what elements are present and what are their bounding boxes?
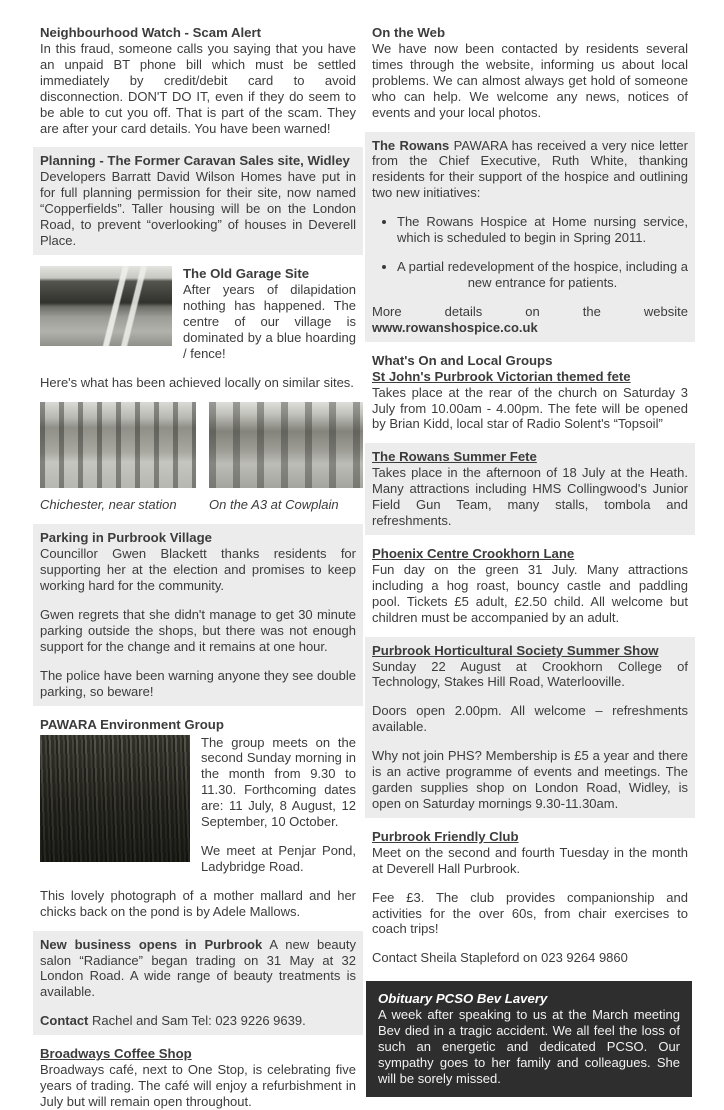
section-scam-alert — [40, 25, 356, 136]
rowans-bullet-list — [378, 214, 688, 291]
parking-heading: Parking in Purbrook Village — [40, 530, 212, 546]
whats-on-heading: What's On and Local Groups — [372, 352, 553, 368]
section-parking-purbrook — [33, 524, 363, 705]
section-the-rowans — [365, 132, 695, 342]
broadways-body: Broadways café, next to One Stop, is celebrating five years of trading. The café will enjoy a refurbishment in July but will remain open throughout. — [40, 1062, 356, 1109]
new-business-body: A new beauty salon “Radiance” began trading on 31 May at 32 London Road. A wide range of beauty treatments is available. — [40, 936, 356, 1000]
st-johns-fete-body: Takes place at the rear of the church on Saturday 3 July from 10.00am - 4.00pm. The fete will be opened by Brian Kidd, local star of Radio Solent's “Topsoil” — [372, 384, 688, 432]
section-friendly-club — [372, 829, 688, 966]
section-pawara-environment — [40, 717, 356, 920]
section-obituary — [366, 981, 692, 1097]
rowans-more-details — [372, 304, 688, 336]
contact-body: Rachel and Sam Tel: 023 9226 9639. — [88, 1013, 306, 1029]
mallard-pond-photo — [40, 735, 190, 862]
planning-body: Developers Barratt David Wilson Homes have put in for full planning permission for their site, now named “Copperfields”. Taller housing will be on the London Road, to prevent “overlooking” of houses in Deverell Place. — [40, 169, 356, 249]
rowans-website-url: www.rowanshospice.co.uk — [372, 319, 538, 335]
friendly-club-paragraph-2: Fee £3. The club provides companionship and activities for the over 60s, from chair exercises to coach trips! — [372, 889, 688, 937]
on-the-web-heading: On the Web — [372, 25, 446, 40]
obituary-body: A week after speaking to us at the March meeting Bev died in a tragic accident. We all feel the loss of such an energetic and dedicated PCSO. Our sympathy goes to her family and colleagues. She will be sorely missed. — [378, 1007, 680, 1086]
rowans-fete-body: Takes place in the afternoon of 18 July at the Heath. Many attractions including HMS Collingwood's Junior Field Gun Team, many stalls, tombola and refreshments. — [372, 465, 688, 529]
pawara-paragraph-1: The group meets on the second Sunday morning in the month from 9.30 to 11.30. Forthcoming dates are: 11 July, 8 August, 12 September, 10 October. — [201, 734, 356, 830]
cowplain-caption: On the A3 at Cowplain — [209, 497, 339, 513]
pawara-media-row — [40, 735, 356, 875]
old-garage-media-row — [40, 266, 356, 362]
friendly-club-contact: Contact Sheila Stapleford on 023 9264 9860 — [372, 950, 628, 966]
parking-paragraph-3: The police have been warning anyone they see double parking, so beware! — [40, 667, 356, 699]
section-phoenix-centre — [372, 546, 688, 626]
new-business-contact — [40, 1013, 356, 1029]
pawara-heading: PAWARA Environment Group — [40, 716, 224, 732]
pawara-paragraph-2: We meet at Penjar Pond, Ladybridge Road. — [201, 843, 356, 874]
chichester-caption: Chichester, near station — [40, 497, 177, 513]
new-business-lead: New business opens in Purbrook — [40, 936, 263, 952]
scam-alert-heading: Neighbourhood Watch - Scam Alert — [40, 25, 262, 40]
contact-lead: Contact — [40, 1013, 89, 1029]
phoenix-body: Fun day on the green 31 July. Many attractions including a hog roast, bouncy castle and paddling pool. Tickets £5 adult, £2.50 child. All welcome but children must be accompanied by an adult. — [372, 561, 688, 625]
horticultural-paragraph-1: Sunday 22 August at Crookhorn College of Technology, Stakes Hill Road, Waterlooville. — [372, 658, 688, 690]
rowans-paragraph — [372, 138, 688, 202]
obituary-heading: Obituary PCSO Bev Lavery — [378, 991, 548, 1007]
friendly-club-heading: Purbrook Friendly Club — [372, 828, 519, 844]
figure-cowplain — [209, 402, 363, 513]
horticultural-heading: Purbrook Horticultural Society Summer Show — [372, 642, 659, 658]
right-column — [372, 25, 688, 1086]
broadways-heading: Broadways Coffee Shop — [40, 1046, 192, 1062]
scam-alert-body: In this fraud, someone calls you saying that you have an unpaid BT phone bill which must be settled immediately by credit/debit card to avoid disconnection. DON'T DO IT, even if they do seem to be able to cut you off. That is part of the scam. They are after your card details. You have been warned! — [40, 41, 356, 136]
more-details-prefix: More details on the website — [372, 303, 688, 319]
friendly-club-paragraph-1: Meet on the second and fourth Tuesday in the month at Deverell Hall Purbrook. — [372, 844, 688, 876]
section-old-garage-site — [40, 266, 356, 362]
cowplain-a3-houses-photo — [209, 402, 363, 488]
pawara-text — [201, 735, 356, 875]
planning-heading: Planning - The Former Caravan Sales site, Widley — [40, 153, 350, 169]
section-rowans-summer-fete — [365, 443, 695, 535]
parking-paragraph-2: Gwen regrets that she didn't manage to get 30 minute parking outside the shops, but there was not enough support for the change and it remains at one hour. — [40, 607, 356, 654]
chichester-flint-houses-photo — [40, 402, 196, 488]
old-garage-heading: The Old Garage Site — [183, 265, 310, 281]
rowans-bullet-1: • The Rowans Hospice at Home nursing service, which is scheduled to begin in Spring 2011. — [397, 214, 688, 246]
similar-sites-intro: Here's what has been achieved locally on similar sites. — [40, 374, 354, 390]
old-garage-body: After years of dilapidation nothing has happened. The centre of our village is dominated by a blue hoarding / fence! — [183, 281, 356, 361]
section-horticultural-show — [365, 637, 695, 818]
parking-paragraph-1: Councillor Gwen Blackett thanks residents for supporting her at the election and promises to keep working hard for the community. — [40, 546, 356, 594]
old-garage-text — [183, 266, 356, 362]
new-business-paragraph — [40, 937, 356, 1001]
phoenix-heading: Phoenix Centre Crookhorn Lane — [372, 545, 575, 561]
rowans-lead: The Rowans — [372, 137, 450, 153]
rowans-fete-heading: The Rowans Summer Fete — [372, 449, 537, 465]
on-the-web-body: We have now been contacted by residents several times through the website, informing us about local problems. We can almost always get hold of someone who can help. We welcome any news, notices of events and your local photos. — [372, 41, 688, 120]
section-broadways-coffee — [40, 1046, 356, 1110]
horticultural-paragraph-3: Why not join PHS? Membership is £5 a year and there is an active programme of events and meetings. The garden supplies shop on London Road, Widley, is open on Saturday mornings 9.30-11.30am. — [372, 748, 688, 811]
section-planning-widley — [33, 147, 363, 255]
rowans-body: PAWARA has received a very nice letter from the Chief Executive, Ruth White, thanking residents for their support of the hospice and outlining two new initiatives: — [372, 137, 688, 201]
st-johns-fete-heading: St John's Purbrook Victorian themed fete — [372, 368, 631, 384]
similar-sites-photos — [40, 402, 356, 513]
section-similar-sites — [40, 375, 356, 514]
section-on-the-web — [372, 25, 688, 121]
section-new-business — [33, 931, 363, 1036]
pawara-paragraph-3: This lovely photograph of a mother mallard and her chicks back on the pond is by Adele Mallows. — [40, 887, 356, 919]
rowans-bullet-2: • A partial redevelopment of the hospice, including a new entrance for patients. — [397, 259, 688, 291]
section-whats-on — [372, 353, 688, 433]
old-garage-hoarding-road-photo — [40, 266, 172, 346]
left-column — [40, 25, 356, 1109]
figure-chichester — [40, 402, 196, 513]
horticultural-paragraph-2: Doors open 2.00pm. All welcome – refreshments available. — [372, 703, 688, 735]
